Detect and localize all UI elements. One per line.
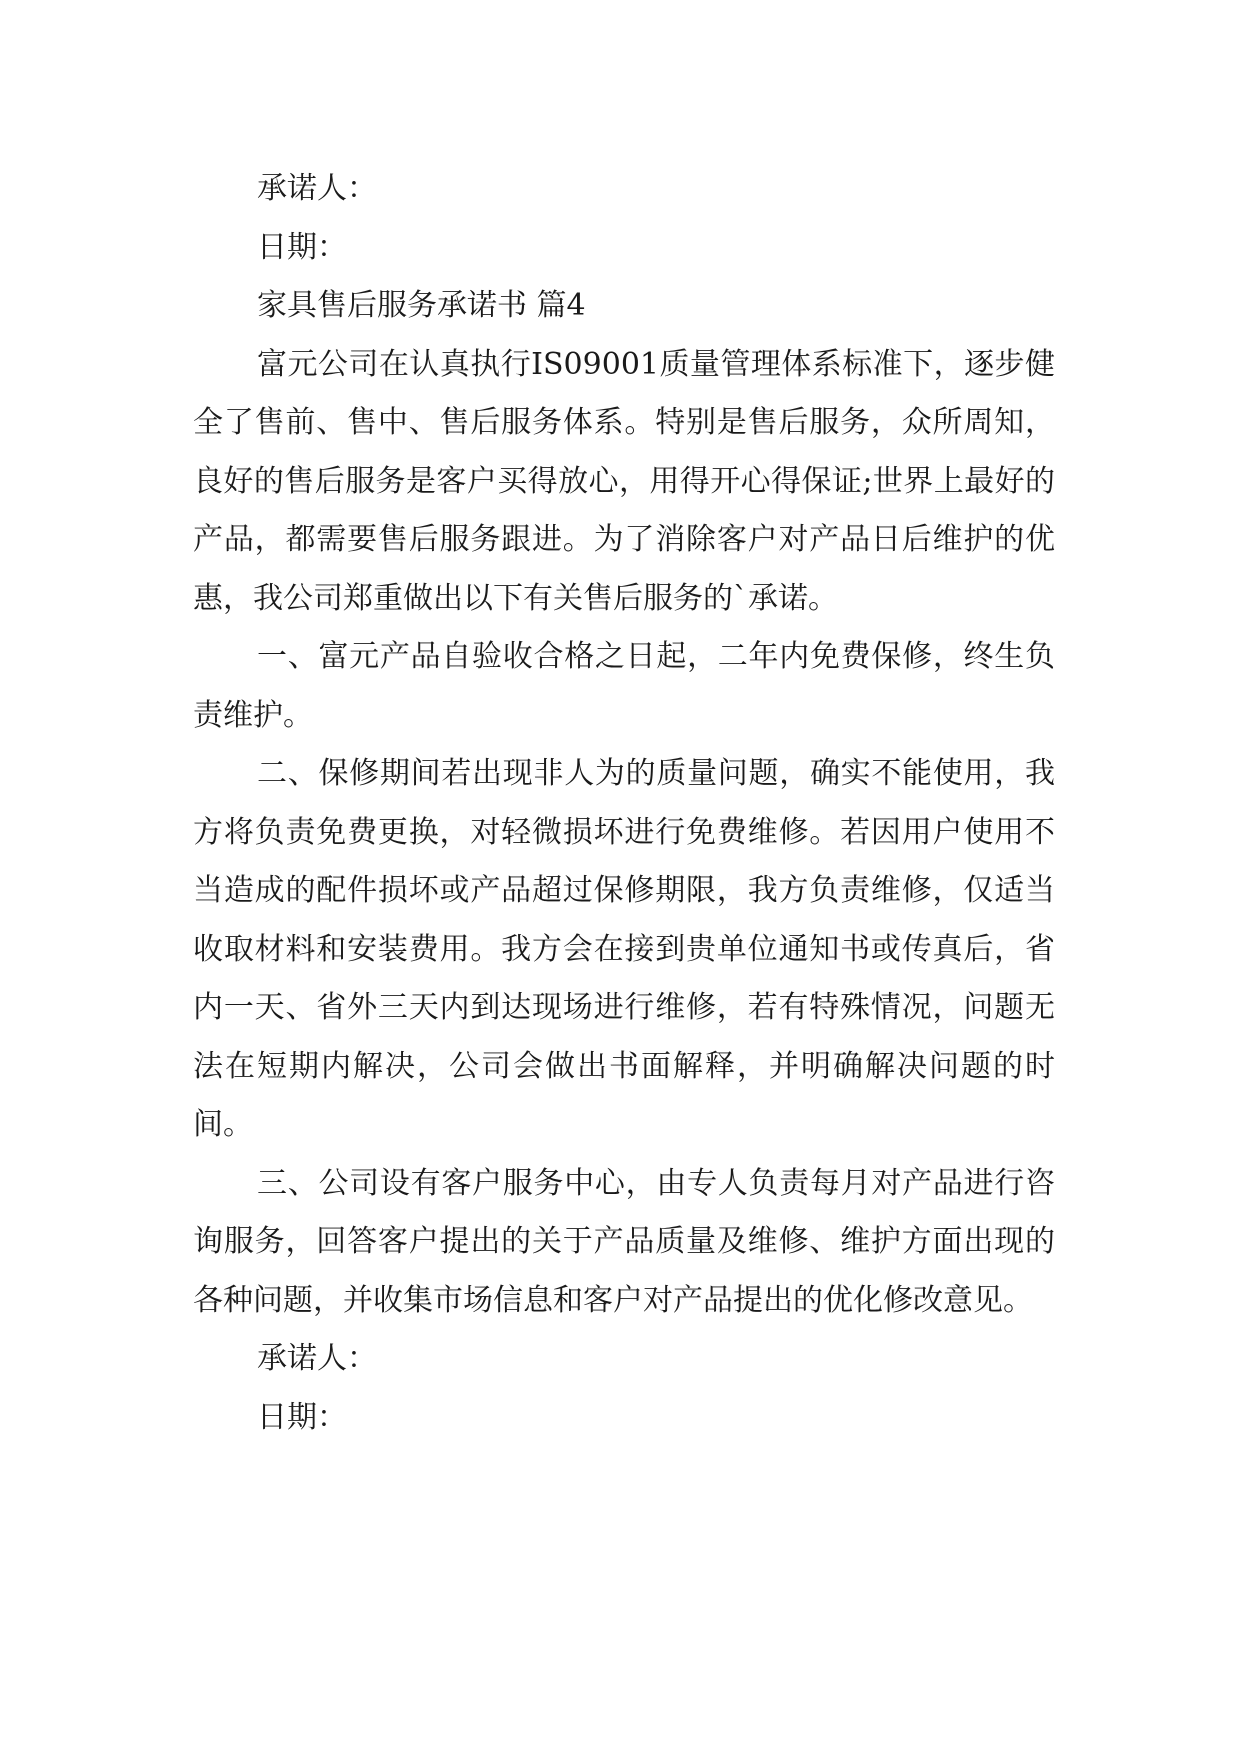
clause-one-paragraph: 一、富元产品自验收合格之日起，二年内免费保修，终生负责维护。 [193,639,1055,733]
promisor-label-bottom: 承诺人： [257,1341,377,1376]
document-body [193,160,1055,1447]
section-heading: 家具售后服务承诺书 篇4 [257,288,586,323]
date-label-top: 日期： [257,229,347,265]
clause-two-paragraph: 二、保修期间若出现非人为的质量问题，确实不能使用，我方将负责免费更换，对轻微损坏进行免费维修。若因用户使用不当造成的配件损坏或产品超过保修期限，我方负责维修，仅适当收取材料和安装费用。我方会在接到贵单位通知书或传真后，省内一天、省外三天内到达现场进行维修，若有特殊情况，问题无法在短期内解决，公司会做出书面解释，并明确解决问题的时间。 [193,756,1055,1142]
promisor-label-top: 承诺人： [257,171,377,206]
intro-paragraph: 富元公司在认真执行IS09001质量管理体系标准下，逐步健全了售前、售中、售后服务体系。特别是售后服务，众所周知，良好的售后服务是客户买得放心，用得开心得保证;世界上最好的产品，都需要售后服务跟进。为了消除客户对产品日后维护的优惠，我公司郑重做出以下有关售后服务的`承诺。 [193,346,1055,616]
clause-three-paragraph: 三、公司设有客户服务中心，由专人负责每月对产品进行咨询服务，回答客户提出的关于产品质量及维修、维护方面出现的各种问题，并收集市场信息和客户对产品提出的优化修改意见。 [193,1165,1055,1318]
date-label-bottom: 日期： [257,1399,347,1435]
